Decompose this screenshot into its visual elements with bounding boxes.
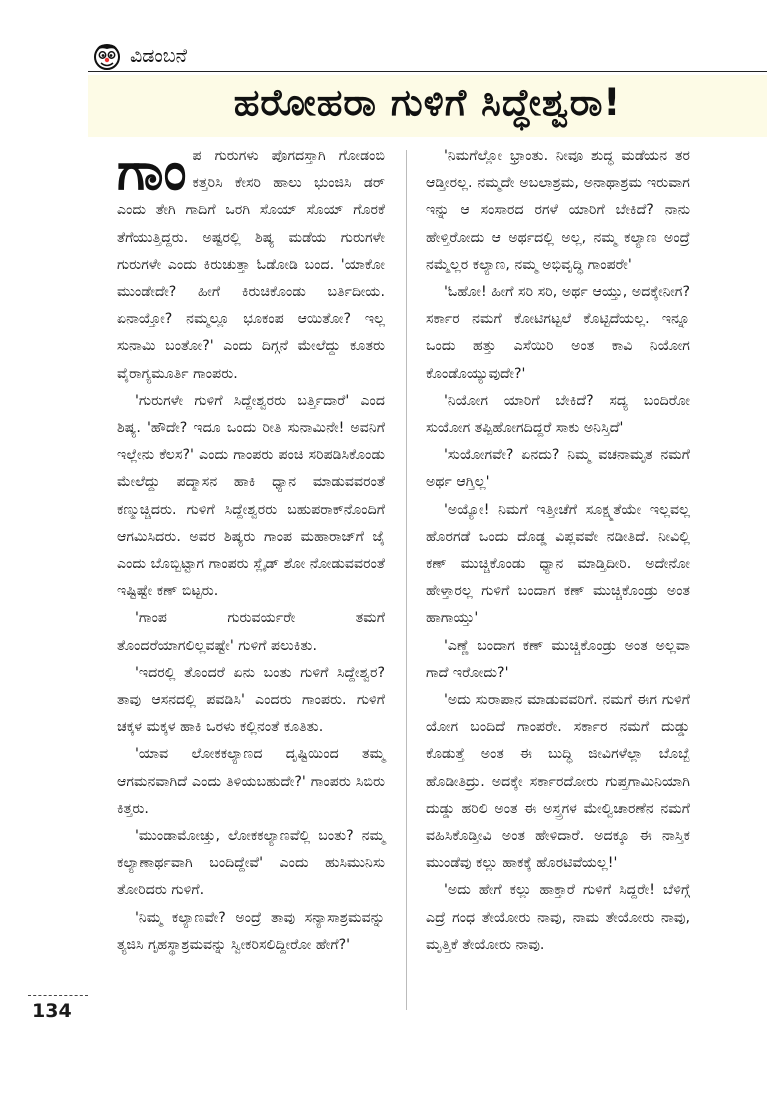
column-right xyxy=(426,143,690,959)
header-rule xyxy=(88,71,767,72)
paragraph: 'ನಿಮಗೆಲ್ಲೋ ಭ್ರಾಂತು. ನೀವೂ ಶುದ್ಧ ಮಡೆಯನ ತರ ಆಡ್ತೀರಲ್ಲ. ನಮ್ಮದೇ ಅಬಲಾಶ್ರಮ, ಅನಾಥಾಶ್ರಮ ಇರುವಾಗ ಇನ್ನು ಆ ಸಂಸಾರದ ರಗಳೆ ಯಾರಿಗೆ ಬೇಕಿದೆ? ನಾನು ಹೇಳ್ತಿರೋದು ಆ ಅರ್ಥದಲ್ಲಿ ಅಲ್ಲ, ನಮ್ಮ ಕಲ್ಯಾಣ ಅಂದ್ರೆ ನಮ್ಮೆಲ್ಲರ ಕಲ್ಯಾಣ, ನಮ್ಮ ಅಭಿವೃದ್ಧಿ ಗಾಂಪರೇ' xyxy=(426,148,690,273)
paragraph: 'ಗಾಂಪ ಗುರುವರ್ಯರೇ ತಮಗೆ ತೊಂದರೆಯಾಗಲಿಲ್ಲವಷ್ಟೇ' ಗುಳಿಗೆ ಪಲುಕಿತು. xyxy=(117,610,385,654)
paragraph: 'ಮುಂಡಾಮೋಚ್ತು, ಲೋಕಕಲ್ಯಾಣವೆಲ್ಲಿ ಬಂತು? ನಮ್ಮ ಕಲ್ಯಾಣಾರ್ಥವಾಗಿ ಬಂದಿದ್ದೇವೆ' ಎಂದು ಹುಸಿಮುನಿಸು ತೋರಿದರು ಗುಳಿಗೆ. xyxy=(117,828,385,899)
paragraph: 'ಇದರಲ್ಲಿ ತೊಂದರೆ ಏನು ಬಂತು ಗುಳಿಗೆ ಸಿದ್ದೇಶ್ವರ? ತಾವು ಆಸನದಲ್ಲಿ ಪವಡಿಸಿ' ಎಂದರು ಗಾಂಪರು. ಗುಳಿಗೆ ಚಕ್ಕಳ ಮಕ್ಕಳ ಹಾಕಿ ಒರಳು ಕಲ್ಲಿನಂತೆ ಕೂತಿತು. xyxy=(117,664,385,736)
paragraph: 'ಎಣ್ಣೆ ಬಂದಾಗ ಕಣ್ ಮುಚ್ಚಿಕೊಂಡ್ರು ಅಂತ ಅಲ್ಲವಾ ಗಾದೆ ಇರೋದು?' xyxy=(426,637,690,681)
dropcap: ಗಾಂ xyxy=(117,142,187,202)
paragraph: 'ನಿಯೋಗ ಯಾರಿಗೆ ಬೇಕಿದೆ? ಸದ್ಯ ಬಂದಿರೋ ಸುಯೋಗ ತಪ್ಪಿಹೋಗದಿದ್ದರೆ ಸಾಕು ಅನಿಸ್ತಿದೆ' xyxy=(426,392,690,437)
paragraph: 'ಅಯ್ಯೋ! ನಿಮಗೆ ಇತ್ತೀಚೆಗೆ ಸೂಕ್ಷ್ಮತೆಯೇ ಇಲ್ಲವಲ್ಲ ಹೊರಗಡೆ ಒಂದು ದೊಡ್ಡ ವಿಪ್ಲವವೇ ನಡೀತಿದೆ. ನೀವಿಲ್ಲಿ ಕಣ್ ಮುಚ್ಚಿಕೊಂಡು ಧ್ಯಾನ ಮಾಡ್ತಿದೀರಿ. ಅದೇನೋ ಹೇಳ್ತಾರಲ್ಲ ಗುಳಿಗೆ ಬಂದಾಗ ಕಣ್ ಮುಚ್ಚಿಕೊಂಡ್ರು ಅಂತ ಹಾಗಾಯ್ತು' xyxy=(426,501,690,627)
column-divider xyxy=(406,150,407,1010)
article-title: ಹರೋಹರಾ ಗುಳಿಗೆ ಸಿದ್ಧೇಶ್ವರಾ! xyxy=(233,81,622,124)
paragraph: ಗಾಂಪ ಗುರುಗಳು ಪೊಗದಸ್ತಾಗಿ ಗೋಡಂಬಿ ಕತ್ತರಿಸಿ ಕೇಸರಿ ಹಾಲು ಭುಂಜಿಸಿ ಡರ್ ಎಂದು ತೇಗಿ ಗಾದಿಗೆ ಒರಗಿ ಸೊಯ್ ಸೊಯ್ ಗೊರಕೆ ತೆಗೆಯುತ್ತಿದ್ದರು. ಅಷ್ಟರಲ್ಲಿ ಶಿಷ್ಯ ಮಡೆಯ ಗುರುಗಳೇ ಗುರುಗಳೇ ಎಂದು ಕಿರುಚುತ್ತಾ ಓಡೋಡಿ ಬಂದ. 'ಯಾಕೋ ಮುಂಡೇದೇ? ಹೀಗೆ ಕಿರುಚಿಕೊಂಡು ಬರ್ತಿದೀಯ. ಏನಾಯ್ತೋ? ನಮ್ಮಲ್ಲೂ ಭೂಕಂಪ ಆಯಿತೋ? ಇಲ್ಲ ಸುನಾಮಿ ಬಂತೋ?' ಎಂದು ದಿಗ್ಗನೆ ಮೇಲೆದ್ದು ಕೂತರು ವೈರಾಗ್ಯಮೂರ್ತಿ ಗಾಂಪರು. xyxy=(117,142,385,382)
page-number-rule xyxy=(28,995,88,996)
column-left xyxy=(117,143,385,959)
section-label: ವಿಡಂಬನೆ xyxy=(130,45,187,67)
smiley-logo-icon xyxy=(90,41,124,71)
page-number: 134 xyxy=(32,1000,72,1022)
paragraph: 'ನಿಮ್ಮ ಕಲ್ಯಾಣವೇ? ಅಂದ್ರೆ ತಾವು ಸನ್ಯಾಸಾಶ್ರಮವನ್ನು ತ್ಯಜಿಸಿ ಗೃಹಸ್ಥಾಶ್ರಮವನ್ನು ಸ್ವೀಕರಿಸಲಿದ್ದೀರೋ ಹೇಗೆ?' xyxy=(117,909,385,953)
paragraph: 'ಅದು ಸುರಾಪಾನ ಮಾಡುವವರಿಗೆ. ನಮಗೆ ಈಗ ಗುಳಿಗೆ ಯೋಗ ಬಂದಿದೆ ಗಾಂಪರೇ. ಸರ್ಕಾರ ನಮಗೆ ದುಡ್ಡು ಕೊಡುತ್ತೆ ಅಂತ ಈ ಬುದ್ಧಿ ಜೀವಿಗಳೆಲ್ಲಾ ಬೊಬ್ಬೆ ಹೊಡೀತಿದ್ರು. ಅದಕ್ಕೇ ಸರ್ಕಾರದೋರು ಗುಪ್ತಗಾಮಿನಿಯಾಗಿ ದುಡ್ಡು ಹರಿಲಿ ಅಂತ ಈ ಅಸ್ತ್ರಗಳ ಮೇಲ್ವಿಚಾರಣೆನ ನಮಗೆ ವಹಿಸಿಕೊಡ್ತೀವಿ ಅಂತ ಹೇಳಿದಾರೆ. ಅದಕ್ಕೂ ಈ ನಾಸ್ತಿಕ ಮುಂಡೆವು ಕಲ್ಲು ಹಾಕಕ್ಕೆ ಹೊರಟಿವೆಯಲ್ಲ!' xyxy=(426,692,690,872)
paragraph: 'ಅದು ಹೇಗೆ ಕಲ್ಲು ಹಾಕ್ತಾರೆ ಗುಳಿಗೆ ಸಿದ್ದರೇ! ಬೆಳಿಗ್ಗೆ ಎದ್ರೆ ಗಂಧ ತೇಯೋರು ನಾವು, ನಾಮ ತೇಯೋರು ನಾವು, ಮೃತ್ತಿಕೆ ತೇಯೋರು ನಾವು. xyxy=(426,882,690,953)
header xyxy=(90,40,187,72)
paragraph: 'ಗುರುಗಳೇ ಗುಳಿಗೆ ಸಿದ್ದೇಶ್ವರರು ಬರ್ತ್ತಿದಾರೆ' ಎಂದ ಶಿಷ್ಯ. 'ಹೌದೇ? ಇದೂ ಒಂದು ರೀತಿ ಸುನಾಮಿನೇ! ಅವನಿಗೆ ಇಲ್ಲೇನು ಕೆಲಸ?' ಎಂದು ಗಾಂಪರು ಪಂಚಿ ಸರಿಪಡಿಸಿಕೊಂಡು ಮೇಲೆದ್ದು ಪದ್ಮಾಸನ ಹಾಕಿ ಧ್ಯಾನ ಮಾಡುವವರಂತೆ ಕಣ್ಮುಚ್ಚಿದರು. ಗುಳಿಗೆ ಸಿದ್ದೇಶ್ವರರು ಬಹುಪರಾಕ್‌ನೊಂದಿಗೆ ಆಗಮಿಸಿದರು. ಅವರ ಶಿಷ್ಯರು ಗಾಂಪ ಮಹಾರಾಜ್‌ಗೆ ಜೈ ಎಂದು ಬೊಬ್ಬಿಟ್ಟಾಗ ಗಾಂಪರು ಸ್ಲೈಡ್ ಶೋ ನೋಡುವವರಂತೆ ಇಷ್ಟಿಷ್ಟೇ ಕಣ್ ಬಿಟ್ಟರು. xyxy=(117,392,385,600)
paragraph: 'ಯಾವ ಲೋಕಕಲ್ಯಾಣದ ದೃಷ್ಟಿಯಿಂದ ತಮ್ಮ ಆಗಮನವಾಗಿದೆ ಎಂದು ತಿಳಿಯಬಹುದೇ?' ಗಾಂಪರು ಸಿಬಿರು ಕಿತ್ತರು. xyxy=(117,746,385,817)
paragraph: 'ಸುಯೋಗವೇ? ಏನದು? ನಿಮ್ಮ ವಚನಾಮೃತ ನಮಗೆ ಅರ್ಥ ಆಗ್ತಿಲ್ಲ' xyxy=(426,447,690,491)
paragraph: 'ಓಹೋ! ಹೀಗೆ ಸರಿ ಸರಿ, ಅರ್ಥ ಆಯ್ತು, ಅದಕ್ಕೇನೀಗ? ಸರ್ಕಾರ ನಮಗೆ ಕೋಟಿಗಟ್ಟಲೆ ಕೊಟ್ಟಿದೆಯಲ್ಲ. ಇನ್ನೂ ಒಂದು ಹತ್ತು ಎಸೆಯಿರಿ ಅಂತ ಕಾವಿ ನಿಯೋಗ ಕೊಂಡೊಯ್ಯುವುದೇ?' xyxy=(426,284,690,382)
